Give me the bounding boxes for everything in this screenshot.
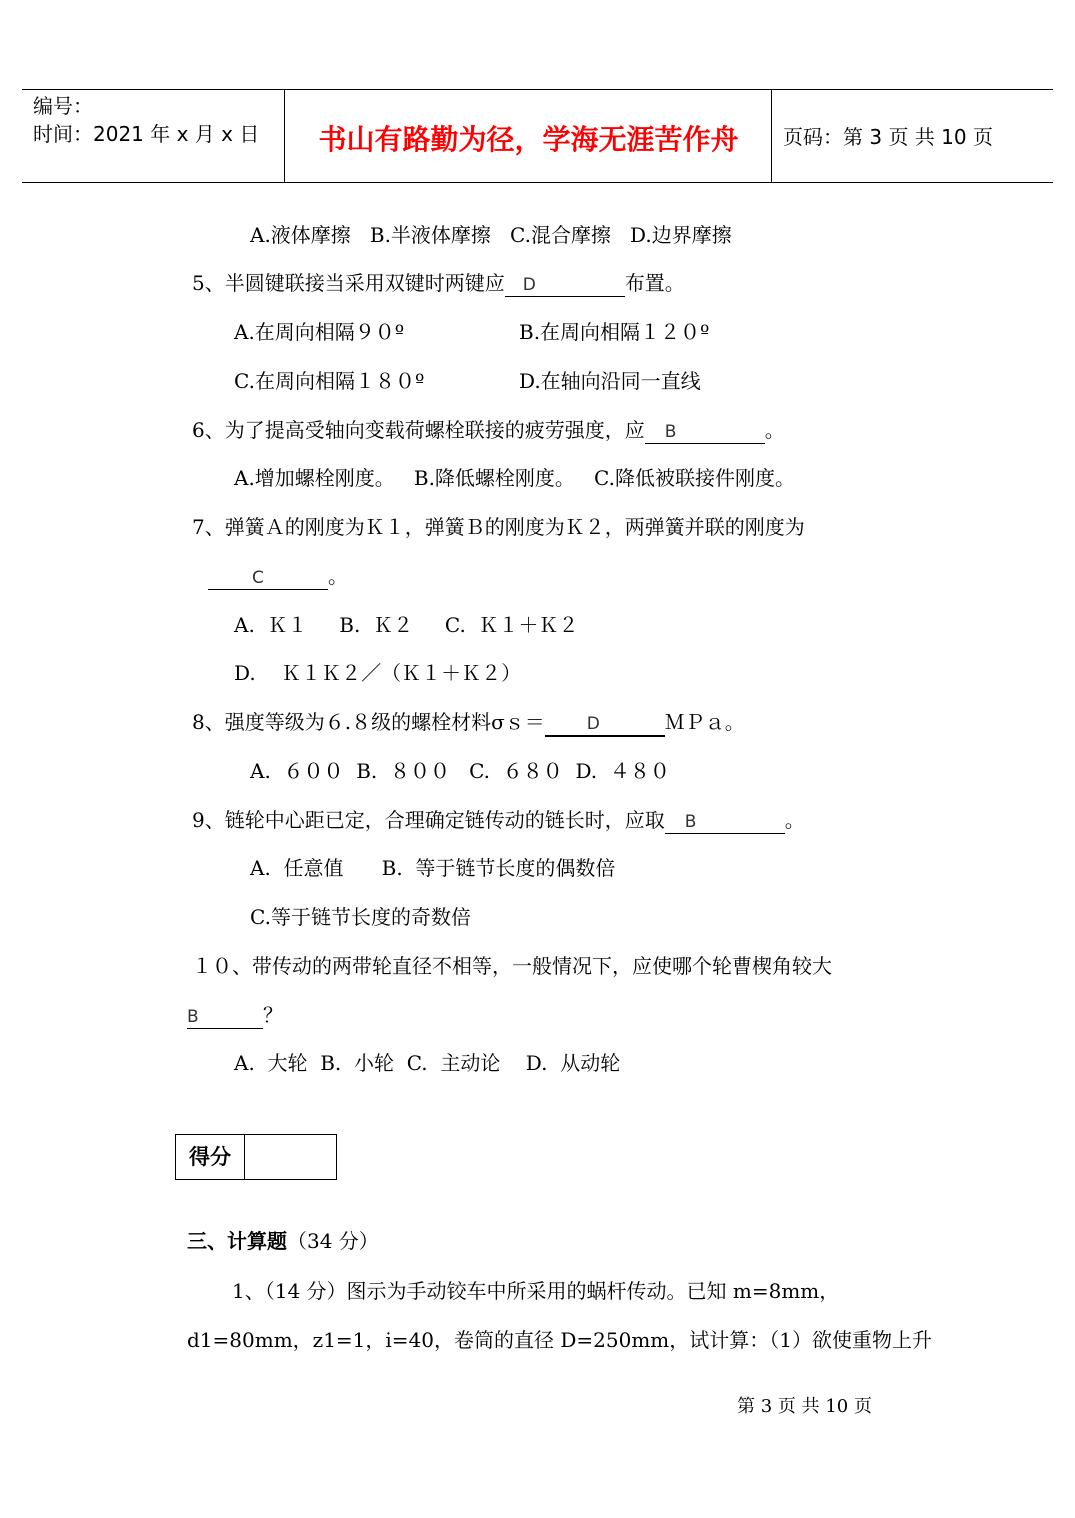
q5-option-b: B.在周向相隔１２０º (519, 320, 710, 344)
q5-option-c: C.在周向相隔１８０º (234, 369, 425, 393)
q8-line (192, 709, 745, 737)
section3-q1-line2: d1=80mm，z1=1，i=40，卷筒的直径 D=250mm，试计算：（1）欲使重物上升 (187, 1328, 932, 1352)
section3-heading (187, 1228, 379, 1254)
q10-answer-blank: B (187, 1006, 263, 1029)
page-footer: 第 3 页 共 10 页 (737, 1396, 872, 1417)
q10-stem: １０、带传动的两带轮直径不相等，一般情况下，应使哪个轮曹楔角较大 (192, 954, 832, 978)
q7-options-1: A. Ｋ１ B. Ｋ２ C. Ｋ１＋Ｋ２ (234, 613, 579, 637)
q10-options: A. 大轮 B. 小轮 C. 主动论 D. 从动轮 (234, 1051, 621, 1075)
q9-tail: 。 (784, 808, 805, 832)
time-label: 时间：2021 年 x 月 x 日 (33, 122, 260, 146)
q7-options-2: D. Ｋ１Ｋ２／（Ｋ１＋Ｋ２） (234, 661, 522, 685)
score-label: 得分 (176, 1135, 245, 1179)
q8-stem: 8、强度等级为６.８级的螺栓材料σｓ＝ (192, 710, 545, 734)
section3-title: 三、计算题 (187, 1229, 287, 1253)
q6-options: A.增加螺栓刚度。 B.降低螺栓刚度。 C.降低被联接件刚度。 (234, 466, 795, 490)
q7-answer-line (208, 563, 348, 590)
q8-tail: ＭＰａ。 (664, 710, 745, 734)
q9-answer-blank: B (665, 811, 785, 834)
score-box (175, 1134, 337, 1180)
q7-stem: 7、弹簧Ａ的刚度为Ｋ１，弹簧Ｂ的刚度为Ｋ２，两弹簧并联的刚度为 (192, 515, 805, 539)
header-top-rule (22, 89, 1053, 90)
section3-points: （34 分） (287, 1229, 379, 1253)
q9-stem: 9、链轮中心距已定，合理确定链传动的链长时，应取 (192, 808, 665, 832)
q5-tail: 布置。 (624, 271, 685, 295)
q5-option-d: D.在轴向沿同一直线 (519, 369, 701, 393)
q6-tail: 。 (764, 418, 785, 442)
q9-line (192, 807, 805, 834)
q5-answer-blank: D (505, 274, 625, 297)
number-label: 编号： (33, 94, 93, 118)
q10-answer-line (187, 1002, 283, 1029)
q8-options: A. ６００ B. ８００ C. ６８０ D. ４８０ (250, 759, 670, 783)
q9-options-2: C.等于链节长度的奇数倍 (250, 905, 471, 929)
q6-answer-blank: B (645, 421, 765, 444)
q6-stem: 6、为了提高受轴向变载荷螺栓联接的疲劳强度，应 (192, 418, 645, 442)
section3-q1-line1: 1、（14 分）图示为手动铰车中所采用的蜗杆传动。已知 m=8mm， (232, 1279, 840, 1303)
q9-options-1: A. 任意值 B. 等于链节长度的偶数倍 (250, 856, 616, 880)
q7-tail: 。 (328, 564, 348, 588)
header-motto: 书山有路勤为径，学海无涯苦作舟 (318, 123, 739, 156)
q5-line (192, 270, 685, 297)
header-meta (33, 92, 259, 148)
header-bottom-rule (22, 182, 1053, 183)
header-page-label: 页码：第 3 页 共 10 页 (783, 125, 993, 149)
q8-answer-blank: D (545, 713, 665, 737)
q7-answer-blank: C (208, 567, 328, 590)
q5-stem: 5、半圆键联接当采用双键时两键应 (192, 271, 505, 295)
q10-tail: ？ (263, 1003, 283, 1027)
q4-options: A.液体摩擦 B.半液体摩擦 C.混合摩擦 D.边界摩擦 (250, 223, 732, 247)
score-value (245, 1135, 336, 1179)
q5-option-a: A.在周向相隔９０º (234, 320, 405, 344)
q6-line (192, 417, 785, 444)
